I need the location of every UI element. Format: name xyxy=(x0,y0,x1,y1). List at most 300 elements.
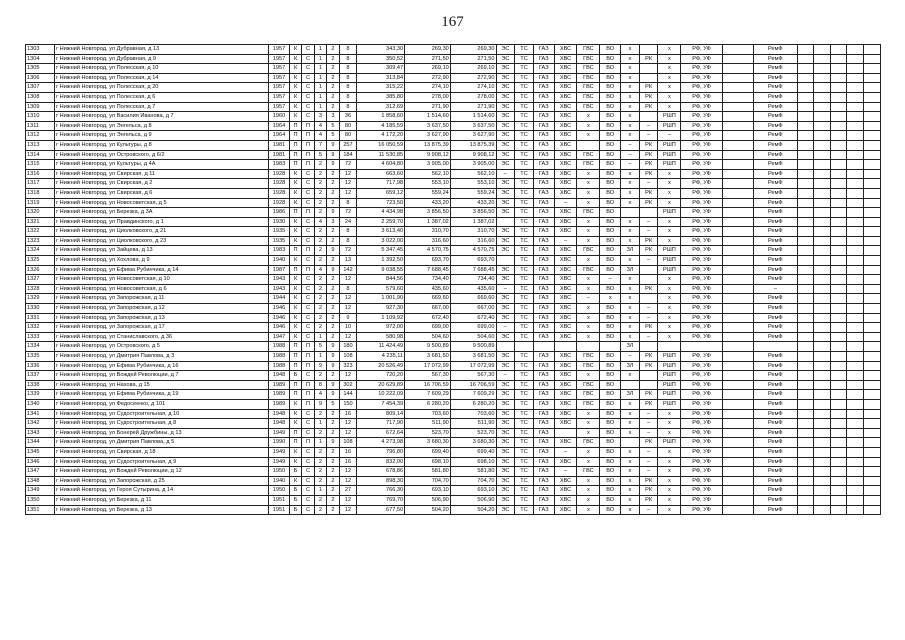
table-cell: ГАЗ xyxy=(533,131,554,141)
table-cell: ХВС xyxy=(554,361,577,371)
table-cell: 1 xyxy=(314,45,326,55)
table-cell: 302 xyxy=(339,380,357,390)
table-cell: х xyxy=(658,457,681,467)
table-cell: х xyxy=(658,495,681,505)
table-cell: 2 xyxy=(327,54,339,64)
table-cell: 272,90 xyxy=(450,73,496,83)
table-cell: ХВС xyxy=(554,121,577,131)
table-cell: РК xyxy=(639,361,658,371)
table-cell: ХВС xyxy=(554,457,577,467)
table-cell: ВО xyxy=(600,313,621,323)
table-cell: х xyxy=(577,227,600,237)
table-cell: 312,69 xyxy=(357,102,405,112)
table-cell: РемФ xyxy=(754,179,798,189)
empty-cell xyxy=(847,112,864,122)
table-cell: х xyxy=(658,198,681,208)
empty-cell xyxy=(864,294,881,304)
table-cell: ЭС xyxy=(496,380,515,390)
table-cell: ГВС xyxy=(577,467,600,477)
table-cell: 4 xyxy=(314,265,326,275)
table-cell: 2 xyxy=(314,160,326,170)
table-cell: г Нижний Новгород, ул Дмитрия Павлова, д 5 xyxy=(55,438,269,448)
table-cell: РемФ xyxy=(754,495,798,505)
table-cell: 2 xyxy=(327,476,339,486)
table-cell: РШП xyxy=(658,352,681,362)
table-cell: К xyxy=(289,476,301,486)
table-cell: ТС xyxy=(515,73,534,83)
table-cell: 1957 xyxy=(269,64,290,74)
table-cell: ВО xyxy=(600,304,621,314)
table-cell: 1310 xyxy=(26,112,55,122)
table-cell: 506,90 xyxy=(450,495,496,505)
table-cell: 2 xyxy=(314,179,326,189)
table-cell: 4 185,59 xyxy=(357,121,405,131)
table-cell: 7 688,45 xyxy=(405,265,451,275)
table-cell: ВО xyxy=(600,169,621,179)
table-cell: ВО xyxy=(600,495,621,505)
table-cell: х xyxy=(577,198,600,208)
table-cell: РШП xyxy=(658,121,681,131)
table-cell: 27 xyxy=(339,486,357,496)
table-cell xyxy=(681,342,723,352)
table-cell: ВО xyxy=(600,390,621,400)
empty-cell xyxy=(864,217,881,227)
table-cell: 698,10 xyxy=(405,457,451,467)
table-row xyxy=(26,275,881,285)
table-cell: х xyxy=(577,131,600,141)
table-cell: РФ, УФ xyxy=(681,160,723,170)
empty-cell xyxy=(814,198,831,208)
empty-cell xyxy=(797,150,814,160)
table-cell: 1948 xyxy=(269,419,290,429)
table-cell xyxy=(554,428,577,438)
table-cell: 435,60 xyxy=(450,284,496,294)
table-cell: ХВС xyxy=(554,246,577,256)
table-cell: ГВС xyxy=(577,380,600,390)
empty-cell xyxy=(847,284,864,294)
table-cell: 13 875,39 xyxy=(405,140,451,150)
table-cell: ХВС xyxy=(554,495,577,505)
table-cell: х xyxy=(658,45,681,55)
table-cell: 150 xyxy=(339,399,357,409)
table-cell: РШП xyxy=(658,371,681,381)
table-cell: х xyxy=(658,102,681,112)
table-cell: х xyxy=(577,304,600,314)
table-cell: 1329 xyxy=(26,294,55,304)
empty-cell xyxy=(830,361,847,371)
table-cell: РФ, УФ xyxy=(681,419,723,429)
table-cell xyxy=(722,131,753,141)
table-cell xyxy=(722,198,753,208)
empty-cell xyxy=(797,428,814,438)
table-cell: ВО xyxy=(600,208,621,218)
table-cell: 699,40 xyxy=(450,447,496,457)
table-cell: г Нижний Новгород, ул Энгельса, д 9 xyxy=(55,131,269,141)
empty-cell xyxy=(814,409,831,419)
table-cell xyxy=(639,265,658,275)
table-row xyxy=(26,236,881,246)
table-cell: х xyxy=(658,73,681,83)
table-row xyxy=(26,131,881,141)
table-cell: 809,14 xyxy=(357,409,405,419)
table-cell: 12 xyxy=(339,495,357,505)
empty-cell xyxy=(864,467,881,477)
table-cell: 4 xyxy=(314,217,326,227)
table-cell: 271,50 xyxy=(405,54,451,64)
table-row xyxy=(26,371,881,381)
empty-cell xyxy=(847,505,864,515)
empty-cell xyxy=(830,390,847,400)
table-cell: г Нижний Новгород, ул Березка, д 13 xyxy=(55,505,269,515)
table-cell: ТС xyxy=(515,92,534,102)
table-cell: 1986 xyxy=(269,208,290,218)
table-cell: ВО xyxy=(600,380,621,390)
table-cell: П xyxy=(289,390,301,400)
empty-cell xyxy=(864,409,881,419)
table-cell xyxy=(722,246,753,256)
table-cell: х xyxy=(621,409,640,419)
table-cell: г Нижний Новгород, ул Свирская, д 18 xyxy=(55,447,269,457)
table-cell: ТС xyxy=(515,45,534,55)
table-cell: 1957 xyxy=(269,54,290,64)
table-cell: С xyxy=(302,419,314,429)
empty-cell xyxy=(830,188,847,198)
table-cell: 659,12 xyxy=(357,188,405,198)
table-row xyxy=(26,217,881,227)
table-cell: х xyxy=(621,121,640,131)
empty-cell xyxy=(814,92,831,102)
table-cell: х xyxy=(577,179,600,189)
table-cell: х xyxy=(621,256,640,266)
empty-cell xyxy=(830,236,847,246)
table-cell: 1 xyxy=(314,73,326,83)
table-cell: С xyxy=(302,284,314,294)
empty-cell xyxy=(847,495,864,505)
table-cell: 1328 xyxy=(26,284,55,294)
table-cell: г Нижний Новгород, ул Бонерей Дружбины, д 13 xyxy=(55,428,269,438)
empty-cell xyxy=(797,352,814,362)
table-cell: 1946 xyxy=(269,313,290,323)
table-cell: х xyxy=(621,419,640,429)
table-cell: 1 387,02 xyxy=(450,217,496,227)
table-cell: 108 xyxy=(339,438,357,448)
table-cell: ГВС xyxy=(577,83,600,93)
table-cell: ТС xyxy=(515,419,534,429)
table-cell: К xyxy=(289,217,301,227)
table-cell: х xyxy=(577,486,600,496)
table-cell: П xyxy=(289,150,301,160)
table-cell: 2 xyxy=(314,275,326,285)
table-cell: 1989 xyxy=(269,399,290,409)
empty-cell xyxy=(847,371,864,381)
table-cell xyxy=(722,102,753,112)
table-cell: РФ, УФ xyxy=(681,467,723,477)
table-cell: 1304 xyxy=(26,54,55,64)
table-cell: г Нижний Новгород, ул Полесская, д 6 xyxy=(55,92,269,102)
table-row xyxy=(26,486,881,496)
table-cell: х xyxy=(621,313,640,323)
table-cell: ЭС xyxy=(496,313,515,323)
table-cell: 1 xyxy=(314,486,326,496)
table-cell: – xyxy=(639,304,658,314)
table-cell: С xyxy=(302,54,314,64)
table-cell: ГАЗ xyxy=(533,438,554,448)
empty-cell xyxy=(830,112,847,122)
table-cell: 511,90 xyxy=(450,419,496,429)
table-cell xyxy=(639,73,658,83)
empty-cell xyxy=(814,45,831,55)
table-cell: х xyxy=(577,217,600,227)
table-cell: 4 570,75 xyxy=(405,246,451,256)
empty-cell xyxy=(864,64,881,74)
table-cell xyxy=(722,380,753,390)
table-cell: ЭС xyxy=(496,495,515,505)
table-cell: х xyxy=(577,284,600,294)
table-cell: 1309 xyxy=(26,102,55,112)
table-cell: ГВС xyxy=(577,208,600,218)
table-cell xyxy=(754,342,798,352)
table-cell: – xyxy=(621,150,640,160)
empty-cell xyxy=(847,236,864,246)
table-cell: ГАЗ xyxy=(533,150,554,160)
table-cell: ХВС xyxy=(554,275,577,285)
table-cell: К xyxy=(289,112,301,122)
table-cell: 2 xyxy=(314,246,326,256)
table-cell: 2 xyxy=(327,505,339,515)
table-cell: 310,70 xyxy=(450,227,496,237)
table-cell: ЗЛ xyxy=(621,246,640,256)
table-cell: х xyxy=(577,495,600,505)
table-cell: 663,60 xyxy=(357,169,405,179)
table-cell: 1343 xyxy=(26,428,55,438)
table-cell: 972,00 xyxy=(357,323,405,333)
empty-cell xyxy=(797,73,814,83)
table-cell: РФ, УФ xyxy=(681,246,723,256)
table-cell: ГАЗ xyxy=(533,495,554,505)
table-cell: С xyxy=(302,83,314,93)
table-cell xyxy=(722,73,753,83)
table-cell: ЭС xyxy=(496,438,515,448)
table-cell: 1315 xyxy=(26,160,55,170)
table-cell: ЭС xyxy=(496,102,515,112)
table-cell: РШП xyxy=(658,256,681,266)
table-cell: х xyxy=(621,294,640,304)
table-cell: х xyxy=(577,169,600,179)
table-cell: 2 xyxy=(327,304,339,314)
table-cell: 6 280,20 xyxy=(405,399,451,409)
table-cell: ВО xyxy=(600,352,621,362)
table-cell: 269,30 xyxy=(405,45,451,55)
table-cell: П xyxy=(289,246,301,256)
table-cell: 1322 xyxy=(26,227,55,237)
empty-cell xyxy=(797,208,814,218)
table-cell: ХВС xyxy=(554,409,577,419)
table-cell: 11 424,49 xyxy=(357,342,405,352)
table-cell: х xyxy=(621,236,640,246)
table-cell: х xyxy=(658,486,681,496)
table-cell: х xyxy=(577,332,600,342)
empty-cell xyxy=(864,380,881,390)
table-cell: 9 xyxy=(327,208,339,218)
table-cell: х xyxy=(577,419,600,429)
table-cell: ВО xyxy=(600,399,621,409)
table-cell: 9 xyxy=(339,313,357,323)
table-cell: х xyxy=(658,304,681,314)
table-cell: РемФ xyxy=(754,246,798,256)
table-cell: 16 xyxy=(339,447,357,457)
table-cell xyxy=(722,54,753,64)
table-cell: ТС xyxy=(515,380,534,390)
table-cell: х xyxy=(658,505,681,515)
table-cell: П xyxy=(302,265,314,275)
table-cell: С xyxy=(302,236,314,246)
table-cell: ВО xyxy=(600,447,621,457)
table-cell: РФ, УФ xyxy=(681,390,723,400)
table-cell: РемФ xyxy=(754,275,798,285)
table-cell: 2 xyxy=(327,284,339,294)
table-cell: 1949 xyxy=(269,447,290,457)
table-cell xyxy=(722,83,753,93)
empty-cell xyxy=(797,246,814,256)
table-cell: ГВС xyxy=(577,246,600,256)
table-cell: ТС xyxy=(515,256,534,266)
table-cell: – xyxy=(554,467,577,477)
table-row xyxy=(26,294,881,304)
table-cell: П xyxy=(289,121,301,131)
table-cell: РК xyxy=(639,390,658,400)
table-cell: ХВС xyxy=(554,160,577,170)
table-cell: П xyxy=(302,121,314,131)
table-cell: ЭС xyxy=(496,390,515,400)
table-cell: П xyxy=(302,380,314,390)
table-cell: 1 xyxy=(314,438,326,448)
table-cell: х xyxy=(621,486,640,496)
table-cell: 562,10 xyxy=(405,169,451,179)
empty-cell xyxy=(797,332,814,342)
table-cell: 12 xyxy=(339,275,357,285)
table-cell: ГАЗ xyxy=(533,332,554,342)
empty-cell xyxy=(797,64,814,74)
table-cell: г Нижний Новгород, ул Василия Иванова, д 7 xyxy=(55,112,269,122)
table-cell: 3 681,50 xyxy=(450,352,496,362)
table-cell: 699,00 xyxy=(405,323,451,333)
table-cell: ТС xyxy=(515,131,534,141)
table-cell: 2 xyxy=(314,208,326,218)
table-cell: П xyxy=(302,150,314,160)
table-cell xyxy=(722,476,753,486)
table-cell: 1948 xyxy=(269,409,290,419)
table-cell: – xyxy=(639,131,658,141)
table-cell: ХВС xyxy=(554,284,577,294)
table-cell: РШП xyxy=(658,160,681,170)
table-cell: х xyxy=(621,505,640,515)
table-cell: РШП xyxy=(658,390,681,400)
table-cell: х xyxy=(658,169,681,179)
table-cell: г Нижний Новгород, ул Запорожская, д 17 xyxy=(55,323,269,333)
table-cell: РК xyxy=(639,160,658,170)
empty-cell xyxy=(814,447,831,457)
table-cell: К xyxy=(289,83,301,93)
table-cell: ХВС xyxy=(554,73,577,83)
empty-cell xyxy=(847,169,864,179)
table-cell: х xyxy=(658,294,681,304)
table-cell: РемФ xyxy=(754,476,798,486)
table-cell: ВО xyxy=(600,467,621,477)
table-cell: 274,10 xyxy=(450,83,496,93)
empty-cell xyxy=(847,73,864,83)
empty-cell xyxy=(797,438,814,448)
table-cell: 1338 xyxy=(26,380,55,390)
table-cell: 579,60 xyxy=(357,284,405,294)
table-cell: П xyxy=(289,380,301,390)
table-cell: П xyxy=(302,399,314,409)
table-row xyxy=(26,169,881,179)
table-cell: 9 908,12 xyxy=(405,150,451,160)
table-cell: 1 514,60 xyxy=(405,112,451,122)
table-cell: г Нижний Новгород, ул Островского, д 5 xyxy=(55,342,269,352)
table-cell: ХВС xyxy=(554,188,577,198)
table-cell: 669,60 xyxy=(450,294,496,304)
empty-cell xyxy=(864,102,881,112)
table-row xyxy=(26,227,881,237)
table-cell: 12 xyxy=(339,371,357,381)
table-cell: РемФ xyxy=(754,323,798,333)
empty-cell xyxy=(864,361,881,371)
table-cell: 8 xyxy=(339,284,357,294)
table-cell: ГВС xyxy=(577,438,600,448)
table-cell: ВО xyxy=(600,486,621,496)
table-cell: РемФ xyxy=(754,294,798,304)
table-cell: 734,40 xyxy=(405,275,451,285)
table-cell: К xyxy=(289,256,301,266)
empty-cell xyxy=(847,265,864,275)
table-cell: 1964 xyxy=(269,131,290,141)
table-cell: РемФ xyxy=(754,198,798,208)
table-cell: ГАЗ xyxy=(533,169,554,179)
table-cell: ХВС xyxy=(554,304,577,314)
table-cell: С xyxy=(302,409,314,419)
table-cell: 2 xyxy=(327,294,339,304)
table-cell xyxy=(722,447,753,457)
table-cell: 343,30 xyxy=(357,45,405,55)
table-cell: ВО xyxy=(600,419,621,429)
table-cell: РемФ xyxy=(754,83,798,93)
table-cell: РФ, УФ xyxy=(681,112,723,122)
table-cell: ВО xyxy=(600,505,621,515)
table-row xyxy=(26,265,881,275)
table-cell: РемФ xyxy=(754,419,798,429)
table-cell: 1957 xyxy=(269,92,290,102)
empty-cell xyxy=(814,54,831,64)
table-row xyxy=(26,505,881,515)
table-cell: ТС xyxy=(515,467,534,477)
table-cell: ХВС xyxy=(554,476,577,486)
table-cell: – xyxy=(554,447,577,457)
table-cell: 310,70 xyxy=(405,227,451,237)
table-cell: 5 347,45 xyxy=(357,246,405,256)
table-cell: ГАЗ xyxy=(533,457,554,467)
table-cell xyxy=(722,284,753,294)
table-cell: х xyxy=(658,467,681,477)
table-cell: 3 637,50 xyxy=(405,121,451,131)
table-cell: 2 xyxy=(327,236,339,246)
empty-cell xyxy=(864,121,881,131)
table-cell: 1946 xyxy=(269,323,290,333)
table-cell: ГАЗ xyxy=(533,198,554,208)
table-cell: ГАЗ xyxy=(533,112,554,122)
table-cell: 2 xyxy=(327,467,339,477)
empty-cell xyxy=(814,265,831,275)
